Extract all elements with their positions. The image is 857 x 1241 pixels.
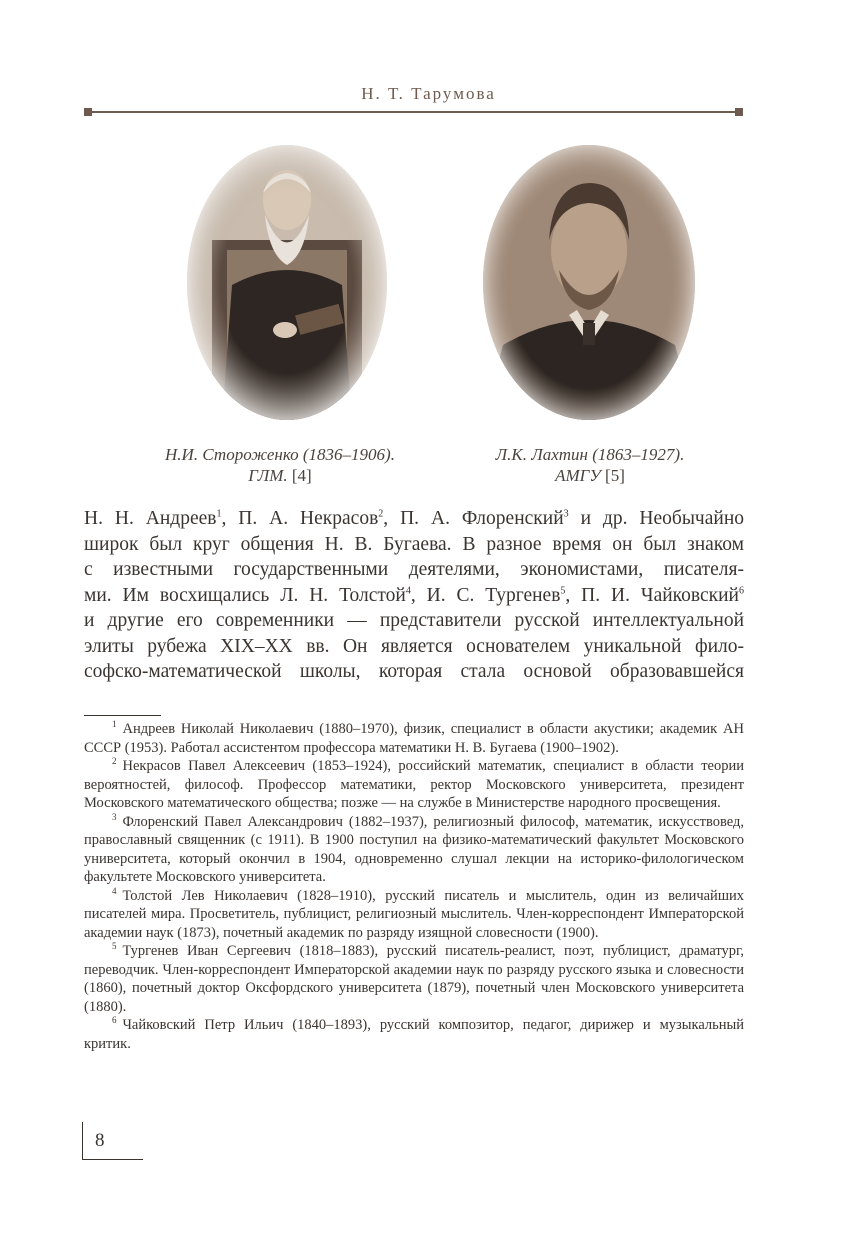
- body-text-segment: ми. Им восхищались Л. Н. Толстой: [84, 584, 406, 606]
- body-paragraph: [84, 506, 744, 685]
- body-text-segment: и др. Необычайно: [568, 508, 745, 529]
- header-rule-right-square: [735, 108, 743, 116]
- caption-1-ref: [4]: [291, 466, 312, 485]
- body-line: [84, 608, 744, 634]
- footnote-number: 5: [112, 941, 117, 952]
- footnote-ref: 6: [738, 585, 744, 596]
- footnote: [84, 942, 744, 1016]
- body-text-segment: и другие его современники — представители русской интеллектуальной: [84, 610, 744, 631]
- body-text-segment: элиты рубежа XIX–XX вв. Он является основателем уникальной фило-: [84, 635, 744, 657]
- body-text-segment: , П. А. Некрасов: [221, 508, 379, 529]
- portrait-lakhtin: [483, 145, 695, 420]
- footnote-text: Андреев Николай Николаевич (1880–1970), физик, специалист в области акустики; академик АН СССР (1953). Работал ассистентом профессора математики Н. В. Бугаева (1900–1902).: [84, 721, 744, 756]
- footnote-text: Флоренский Павел Александрович (1882–1937), религиозный философ, математик, искусствовед, православный священник (с 1911). В 1900 поступил на физико-математический факультет Московского университета, который окончил в 1904, одновременно слушал лекции на историко-филологическом факультете Московского университета.: [84, 813, 744, 885]
- caption-2-source: АМГУ: [555, 466, 601, 485]
- body-text-segment: широк был круг общения Н. В. Бугаева. В разное время он был знаком: [84, 533, 744, 555]
- body-line: [84, 557, 744, 583]
- footnote: [84, 757, 744, 813]
- footnote: [84, 887, 744, 943]
- body-text-segment: , П. И. Чайковский: [565, 584, 739, 606]
- footnote: [84, 1016, 744, 1053]
- footnote-rule: [84, 715, 161, 716]
- footnote-number: 1: [112, 719, 117, 730]
- footnote-ref: 5: [560, 585, 566, 596]
- body-text-segment: с известными государственными деятелями, экономистами, писателя-: [84, 559, 744, 580]
- footnote-ref: 3: [563, 508, 569, 520]
- footnote-number: 3: [112, 811, 117, 822]
- body-text-segment: , И. С. Тургенев: [410, 584, 561, 606]
- footnote-ref: 1: [216, 508, 222, 520]
- caption-1-source: ГЛМ.: [248, 466, 288, 485]
- header-rule: [84, 111, 743, 113]
- running-header: Н. Т. Тарумова: [361, 84, 496, 103]
- footnote-number: 4: [112, 885, 117, 896]
- footnote-ref: 4: [405, 585, 411, 596]
- footnote-number: 6: [112, 1015, 117, 1026]
- footnotes: [84, 720, 744, 1053]
- footnote-text: Толстой Лев Николаевич (1828–1910), русский писатель и мыслитель, один из величайших писателей мира. Просветитель, публицист, религиозный мыслитель. Член-корреспондент Императорской академии наук (1873), почетный академик по разряду изящной словесности (1900).: [84, 887, 744, 941]
- caption-photo-1: [130, 444, 430, 486]
- body-line: [84, 583, 744, 609]
- page-number: 8: [95, 1130, 105, 1151]
- portrait-storozhenko: [187, 145, 387, 420]
- caption-1-name: Н.И. Стороженко (1836–1906).: [165, 445, 395, 464]
- body-line: [84, 634, 744, 660]
- body-line: [84, 532, 744, 558]
- footnote-number: 2: [112, 756, 117, 767]
- body-line: [84, 659, 744, 685]
- footnote-text: Некрасов Павел Алексеевич (1853–1924), российский математик, специалист в области теории вероятностей, философ. Профессор математики, ректор Московского университета, президент Московского математического общества; позже — на службе в Министерстве народного просвещения.: [84, 758, 744, 811]
- caption-2-name: Л.К. Лахтин (1863–1927).: [495, 445, 685, 464]
- page-number-box: [82, 1122, 143, 1160]
- footnote-ref: 2: [378, 508, 384, 520]
- footnote-text: Чайковский Петр Ильич (1840–1893), русский композитор, педагог, дирижер и музыкальный критик.: [84, 1017, 744, 1052]
- footnote: [84, 813, 744, 887]
- caption-photo-2: [440, 444, 740, 486]
- body-line: [84, 506, 744, 532]
- footnote-text: Тургенев Иван Сергеевич (1818–1883), русский писатель-реалист, поэт, публицист, драматург, переводчик. Член-корреспондент Императорской академии наук по разряду русского языка и словесности (1860), почетный доктор Оксфордского университета (1879), почетный член Московского университета (1880).: [84, 943, 744, 1015]
- body-text-segment: Н. Н. Андреев: [84, 508, 217, 529]
- footnote: [84, 720, 744, 757]
- body-text-segment: , П. А. Флоренский: [383, 508, 564, 529]
- caption-2-ref: [5]: [605, 466, 625, 485]
- body-text-segment: софско-математической школы, которая стала основой образовавшейся: [84, 661, 744, 682]
